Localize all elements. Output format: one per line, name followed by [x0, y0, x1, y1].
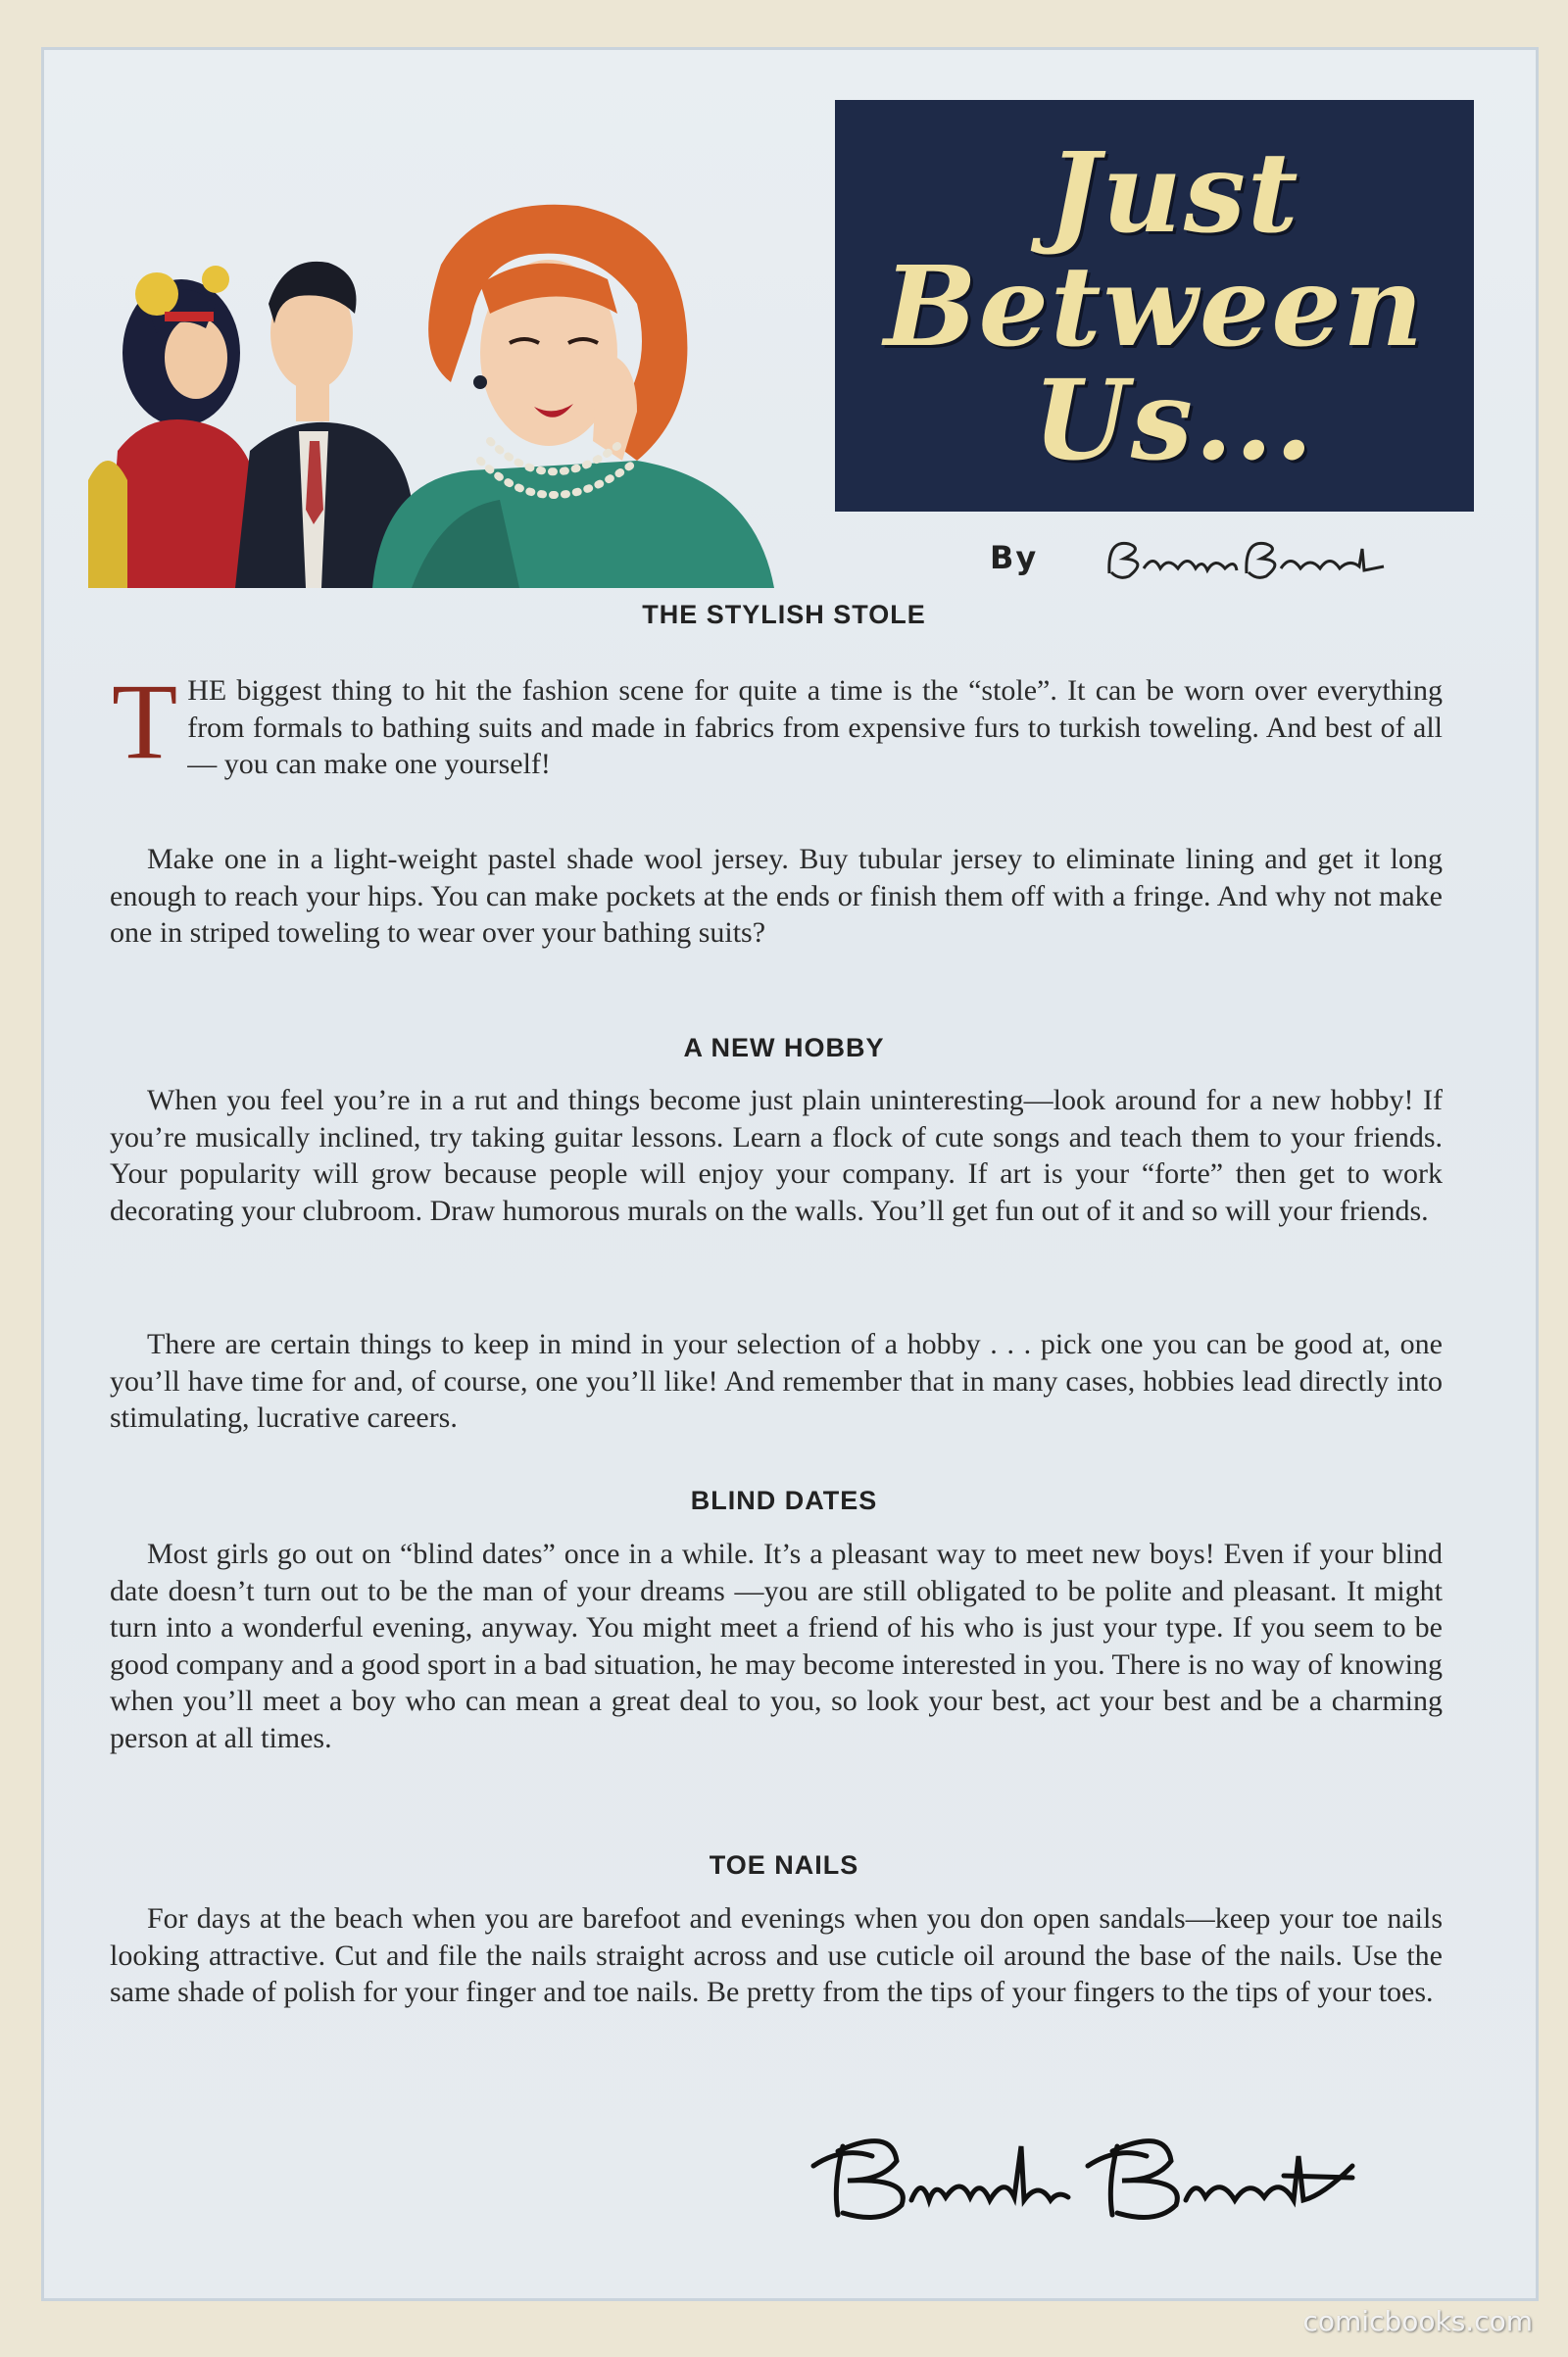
title-line-3: Us... [1033, 357, 1315, 485]
paragraph-stole-1-text: HE biggest thing to hit the fashion scene for quite a time is the “stole”. It can be worn over everything from formals to bathing suits and made in fabrics from expensive furs to turkish toweling. And best of all — you can make one yourself! [187, 674, 1443, 780]
watermark: comicbooks.com [1302, 2305, 1533, 2337]
heading-blind-dates: BLIND DATES [690, 1486, 878, 1515]
heading-stylish-stole: THE STYLISH STOLE [642, 600, 926, 629]
byline-signature [1100, 529, 1394, 588]
paragraph-hobby-1: When you feel you’re in a rut and things become just plain uninteresting—look around for a new hobby! If you’re musically inclined, try taking guitar lessons. Learn a flock of cute songs and teach them to your friends. Your popularity will grow because people will enjoy your company. If art is your “forte” then get to work decorating your clubroom. Draw humorous murals on the walls. You’ll get fun out of it and so will your friends. [110, 1084, 1443, 1227]
redhead-woman-figure [372, 205, 774, 588]
illustration-couple-and-woman [88, 186, 833, 588]
title-line-2: Between [883, 243, 1425, 371]
title-box [835, 100, 1474, 512]
heading-toe-nails: TOE NAILS [709, 1850, 859, 1880]
drop-cap: T [112, 662, 178, 781]
girl-figure [88, 266, 265, 588]
paragraph-hobby-2: There are certain things to keep in mind in your selection of a hobby . . . pick one you can be good at, one you’ll have time for and, of course, one you’ll like! And remember that in many cases, hobbies lead directly into stimulating, lucrative careers. [110, 1328, 1443, 1434]
closing-signature [804, 2107, 1411, 2234]
byline [990, 529, 1499, 588]
paragraph-stole-1 [110, 662, 1443, 783]
title-line-1: Just [1048, 129, 1300, 258]
paragraph-toe-nails: For days at the beach when you are barefoot and evenings when you don open sandals—keep your toe nails looking attractive. Cut and file the nails straight across and use cuticle oil around the base of the nails. Use the same shade of polish for your finger and toe nails. Be pretty from the tips of your fingers to the tips of your toes. [110, 1902, 1443, 2008]
heading-new-hobby: A NEW HOBBY [683, 1033, 885, 1062]
paragraph-stole-2: Make one in a light-weight pastel shade wool jersey. Buy tubular jersey to eliminate lining and get it long enough to reach your hips. You can make pockets at the ends or finish them off with a fringe. And why not make one in striped toweling to wear over your bathing suits? [110, 843, 1443, 949]
byline-prefix: By [990, 539, 1039, 576]
paragraph-blind-dates: Most girls go out on “blind dates” once in a while. It’s a pleasant way to meet new boys! Even if your blind date doesn’t turn out to be the man of your dreams —you are still obligated to be polite and pleasant. It might turn into a wonderful evening, anyway. You might meet a friend of his who is just your type. If you seem to be good company and a good sport in a bad situation, he may become interested in you. There is no way of knowing when you’ll meet a boy who can mean a great deal to you, so look your best, act your best and be a charming person at all times. [110, 1538, 1443, 1754]
